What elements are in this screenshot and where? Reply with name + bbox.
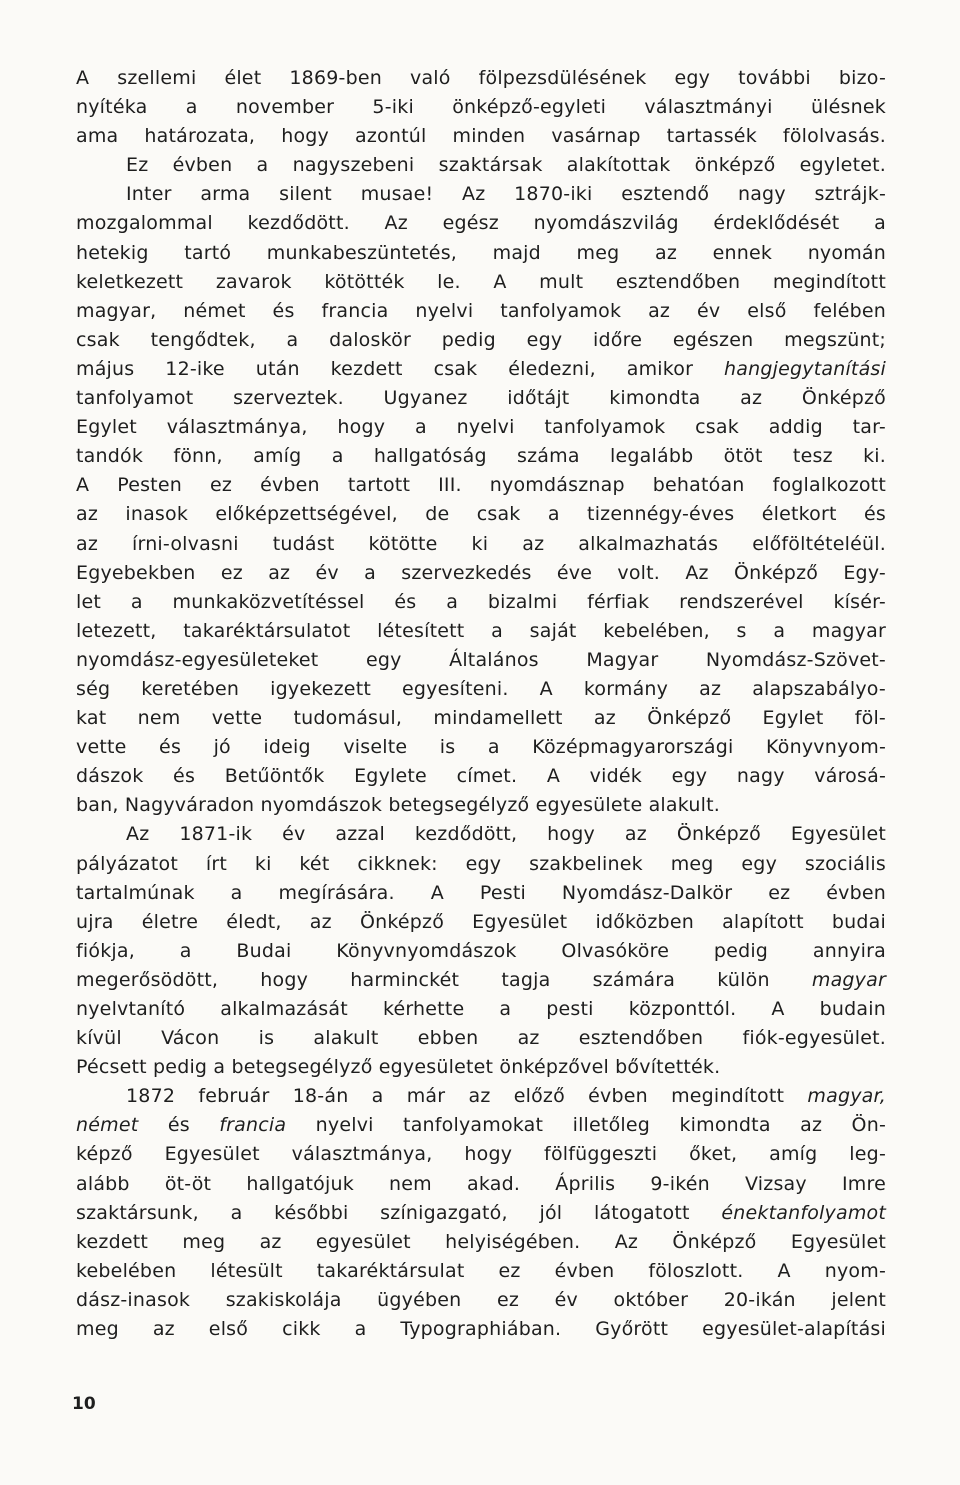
text-line: [76, 93, 886, 122]
text-segment: tanfolyamot szerveztek. Ugyanez időtájt kimondta az Önképző: [76, 387, 886, 410]
text-segment: kívül Vácon is alakult ebben az esztendőben fiók-egyesület.: [76, 1027, 886, 1050]
text-line: [76, 1111, 886, 1140]
text-segment: ama határozata, hogy azontúl minden vasárnap tartassék fölolvasás.: [76, 125, 886, 148]
text-line: [76, 1199, 886, 1228]
text-line: [76, 1257, 886, 1286]
text-segment: letezett, takaréktársulatot létesített a saját kebelében, s a magyar: [76, 619, 886, 642]
text-line: [76, 1082, 886, 1111]
text-segment: dászok és Betűöntők Egylete címet. A vidék egy nagy városá-: [76, 765, 886, 788]
text-line: [76, 442, 886, 471]
italic-text: francia: [219, 1114, 287, 1137]
text-segment: let a munkaközvetítéssel és a bizalmi férfiak rendszerével kísér-: [76, 590, 886, 613]
text-segment: pályázatot írt ki két cikknek: egy szakbelinek meg egy szociális: [76, 852, 886, 875]
text-line: [76, 209, 886, 238]
body-text: [76, 64, 886, 1344]
text-segment: A Pesten ez évben tartott III. nyomdásznap behatóan foglalkozott: [76, 474, 886, 497]
text-line: [76, 588, 886, 617]
text-segment: tandók fönn, amíg a hallgatóság száma legalább ötöt tesz ki.: [76, 445, 886, 468]
text-segment: az írni-olvasni tudást kötötte ki az alkalmazhatás előföltételéül.: [76, 532, 886, 555]
page-number: 10: [72, 1394, 96, 1414]
text-line: [76, 1315, 886, 1344]
text-line: [76, 762, 886, 791]
text-line: [76, 559, 886, 588]
text-line: [76, 530, 886, 559]
text-line: [76, 1228, 886, 1257]
text-line: [76, 733, 886, 762]
text-segment: nyelvtanító alkalmazását kérhette a pesti központtól. A budain: [76, 998, 886, 1020]
text-line: [76, 180, 886, 209]
text-segment: fiókja, a Budai Könyvnyomdászok Olvasóköre pedig annyira: [76, 939, 886, 962]
text-line: [76, 1286, 886, 1315]
text-segment: alább öt-öt hallgatójuk nem akad. Április 9-ikén Vizsay Imre: [76, 1172, 886, 1195]
text-line: [76, 384, 886, 413]
text-line: [76, 850, 886, 879]
text-line: [76, 995, 886, 1024]
text-line: [76, 617, 886, 646]
text-line: [76, 268, 886, 297]
text-line: [76, 297, 886, 326]
text-segment: A szellemi élet 1869-ben való fölpezsdülésének egy további bizo-: [76, 67, 886, 89]
text-segment: mozgalommal kezdődött. Az egész nyomdászvilág érdeklődését a: [76, 212, 886, 235]
text-line: [76, 471, 886, 500]
text-line: [76, 937, 886, 966]
text-line: [76, 239, 886, 268]
text-line: [76, 908, 886, 937]
text-line: [76, 820, 886, 849]
text-segment: Egyebekben ez az év a szervezkedés éve volt. Az Önképző Egy-: [76, 561, 886, 584]
text-line: [76, 326, 886, 355]
text-segment: az inasok előképzettségével, de csak a tizennégy-éves életkort és: [76, 503, 886, 526]
text-segment: május 12-ike után kezdett csak éledezni, amikor: [76, 357, 725, 380]
text-segment: hetekig tartó munkabeszüntetés, majd meg az ennek nyomán: [76, 241, 886, 264]
text-segment: és: [138, 1114, 220, 1137]
text-segment: 1872 február 18-án a már az előző évben megindított: [126, 1085, 808, 1108]
text-segment: Az 1871-ik év azzal kezdődött, hogy az Önképző Egyesület: [126, 823, 886, 846]
text-line: [76, 646, 886, 675]
text-segment: kezdett meg az egyesület helyiségében. Az Önképző Egyesület: [76, 1230, 886, 1253]
text-segment: kat nem vette tudomásul, mindamellett az Önképző Egylet föl-: [76, 707, 886, 730]
text-segment: szaktársunk, a későbbi színigazgató, jól látogatott: [76, 1201, 722, 1224]
text-line: [76, 966, 886, 995]
text-segment: meg az első cikk a Typographiában. Győrött egyesület-alapítási: [76, 1318, 886, 1341]
text-segment: nyomdász-egyesületeket egy Általános Magyar Nyomdász-Szövet-: [76, 648, 886, 671]
text-line: [76, 1053, 886, 1082]
text-line: [76, 122, 886, 151]
text-line: [76, 1170, 886, 1199]
text-segment: nyelvi tanfolyamokat illetőleg kimondta az Ön-: [286, 1114, 886, 1137]
text-segment: csak tengődtek, a daloskör pedig egy időre egészen megszünt;: [76, 328, 886, 351]
text-segment: Egylet választmánya, hogy a nyelvi tanfolyamok csak addig tar-: [76, 416, 886, 439]
text-line: [76, 791, 886, 820]
text-segment: ujra életre éledt, az Önképző Egyesület időközben alapított budai: [76, 910, 886, 933]
text-segment: tartalmúnak a megírására. A Pesti Nyomdász-Dalkör ez évben: [76, 881, 886, 904]
text-line: [76, 1140, 886, 1169]
italic-text: magyar,: [807, 1085, 886, 1108]
text-segment: vette és jó ideig viselte is a Középmagyarországi Könyvnyom-: [76, 736, 886, 759]
text-segment: keletkezett zavarok kötötték le. A mult esztendőben megindított: [76, 270, 886, 293]
text-line: [76, 879, 886, 908]
italic-text: hangjegytanítási: [724, 357, 886, 380]
text-segment: magyar, német és francia nyelvi tanfolyamok az év első felében: [76, 299, 886, 322]
text-line: [76, 413, 886, 442]
text-segment: ség keretében igyekezett egyesíteni. A kormány az alapszabályo-: [76, 677, 886, 700]
text-segment: Ez évben a nagyszebeni szaktársak alakítottak önképző egyletet.: [126, 154, 886, 177]
text-segment: megerősödött, hogy harminckét tagja számára külön: [76, 968, 812, 991]
italic-text: magyar: [811, 968, 886, 991]
text-segment: Pécsett pedig a betegsegélyző egyesületet önképzővel bővítették.: [76, 1056, 721, 1079]
text-line: [76, 151, 886, 180]
text-line: [76, 1024, 886, 1053]
text-line: [76, 64, 886, 93]
text-segment: kebelében létesült takaréktársulat ez évben föloszlott. A nyom-: [76, 1259, 886, 1282]
italic-text: német: [76, 1114, 139, 1137]
text-segment: képző Egyesület választmánya, hogy fölfüggeszti őket, amíg leg-: [76, 1143, 886, 1166]
text-line: [76, 355, 886, 384]
text-line: [76, 704, 886, 733]
text-line: [76, 675, 886, 704]
text-segment: dász-inasok szakiskolája ügyében ez év október 20-ikán jelent: [76, 1288, 886, 1311]
text-segment: ban, Nagyváradon nyomdászok betegsegélyző egyesülete alakult.: [76, 794, 720, 817]
text-segment: nyítéka a november 5-iki önképző-egyleti választmányi ülésnek: [76, 96, 886, 119]
text-line: [76, 500, 886, 529]
text-segment: Inter arma silent musae! Az 1870-iki esztendő nagy sztrájk-: [126, 183, 886, 206]
italic-text: énektanfolyamot: [721, 1201, 886, 1224]
